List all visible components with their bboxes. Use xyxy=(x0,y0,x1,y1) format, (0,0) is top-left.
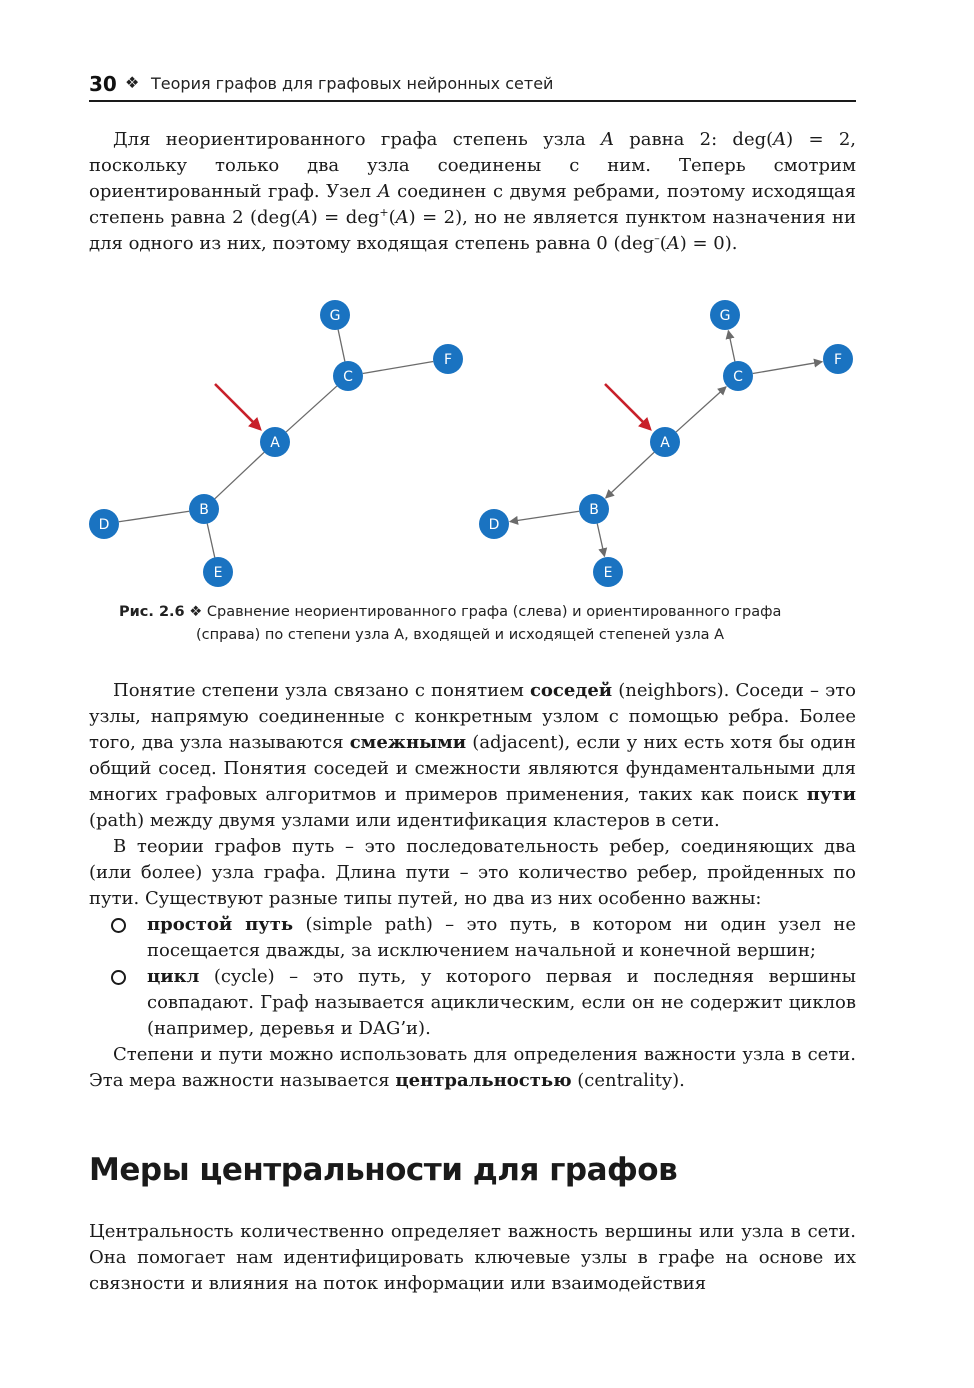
caption-label: Рис. 2.6 xyxy=(119,604,185,620)
directed-graph xyxy=(479,300,853,587)
pointer-arrow-icon xyxy=(215,384,260,429)
edge-C-F xyxy=(363,362,433,374)
node-label-B: B xyxy=(199,502,209,518)
graph-comparison-svg xyxy=(80,290,880,595)
edge-A-B xyxy=(215,452,264,498)
header-separator-icon: ❖ xyxy=(125,73,140,92)
section-heading: Меры центральности для графов xyxy=(89,1152,678,1188)
node-label-G: G xyxy=(329,308,341,324)
node-label-A: A xyxy=(660,435,670,451)
edge-B-D xyxy=(119,511,189,522)
caption-line-2: (справа) по степени узла A, входящей и исходящей степеней узла A xyxy=(196,627,725,643)
edge-C-G xyxy=(338,330,345,362)
edge-A-C xyxy=(286,386,337,432)
node-label-F: F xyxy=(833,352,843,368)
running-header xyxy=(89,70,856,102)
node-label-E: E xyxy=(603,565,613,581)
node-label-D: D xyxy=(98,517,110,533)
paragraph-paths: В теории графов путь – это последовательность ребер, соединяющих два (или более) узла графа. Длина пути – это количество ребер, пройденных по пути. Существуют разные типы путей, но два из них особенно важны: xyxy=(89,836,856,909)
chapter-title: Теория графов для графовых нейронных сетей xyxy=(151,74,554,93)
node-label-C: C xyxy=(733,369,743,385)
edge-C-F xyxy=(753,362,822,374)
bullet-circle-icon xyxy=(111,918,126,933)
node-label-B: B xyxy=(589,502,599,518)
node-label-C: C xyxy=(343,369,353,385)
path-types-list xyxy=(89,912,856,1042)
edge-B-E xyxy=(207,524,214,558)
pointer-arrow-icon xyxy=(605,384,650,429)
figure-caption xyxy=(119,601,859,647)
node-label-A: A xyxy=(270,435,280,451)
paragraph-centrality: Степени и пути можно использовать для определения важности узла в сети. Эта мера важности называется центральностью (centrality). xyxy=(89,1044,856,1091)
undirected-graph xyxy=(89,300,463,587)
list-item: цикл (cycle) – это путь, у которого первая и последняя вершины совпадают. Граф называется ациклическим, если он не содержит циклов (например, деревья и DAG’и). xyxy=(89,964,856,1042)
edge-A-B xyxy=(606,452,654,498)
edge-B-D xyxy=(510,511,579,521)
paragraph-centrality-def: Центральность количественно определяет важность вершины или узла в сети. Она помогает нам идентифицировать ключевые узлы в графе на основе их связности и влияния на поток информации или взаимодействия xyxy=(89,1221,856,1294)
page-number: 30 xyxy=(89,72,117,96)
node-label-G: G xyxy=(719,308,731,324)
paragraph-degree: Для неориентированного графа степень узла A равна 2: deg(A) = 2, поскольку только два узла соединены с ним. Теперь смотрим ориентированный граф. Узел A соединен с двумя ребрами, поэтому исходящая степень равна 2 (deg(A) = deg+(A) = 2), но не является пунктом назначения ни для одного из них, поэтому входящая степень равна 0 (deg–(A) = 0). xyxy=(89,129,856,254)
node-label-F: F xyxy=(443,352,453,368)
bullet-circle-icon xyxy=(111,970,126,985)
list-item: простой путь (simple path) – это путь, в котором ни один узел не посещается дважды, за исключением начальной и конечной вершин; xyxy=(89,912,856,964)
edge-B-E xyxy=(597,524,604,557)
node-label-E: E xyxy=(213,565,223,581)
edge-C-G xyxy=(728,331,735,362)
paragraph-neighbors: Понятие степени узла связано с понятием соседей (neighbors). Соседи – это узлы, напрямую соединенные с конкретным узлом с помощью ребра. Более того, два узла называются смежными (adjacent), если у них есть хотя бы один общий сосед. Понятия соседей и смежности являются фундаментальными для многих графовых алгоритмов и примеров применения, таких как поиск пути (path) между двумя узлами или идентификация кластеров в сети. В теории графов путь – это последовательность ребер, соединяющих два (или более) узла графа. Длина пути – это количество ребер, пройденных по пути. Существуют разные типы путей, но два из них особенно важны: простой путь (simple path) – это путь, в котором ни один узел не посещается дважды, за исключением начальной и конечной вершин; цикл (cycle) – это путь, у которого первая и последняя вершины совпадают. Граф называется ациклическим, если он не содержит циклов (например, деревья и DAG’и). Степени и пути можно использовать для определения важности узла в сети. Эта мера важности называется центральностью (centrality). xyxy=(89,678,856,1094)
caption-separator-icon: ❖ xyxy=(189,604,203,620)
edge-A-C xyxy=(676,387,726,432)
figure-graphs xyxy=(80,290,880,595)
caption-line-1: Сравнение неориентированного графа (слева) и ориентированного графа xyxy=(206,604,782,620)
node-label-D: D xyxy=(488,517,500,533)
